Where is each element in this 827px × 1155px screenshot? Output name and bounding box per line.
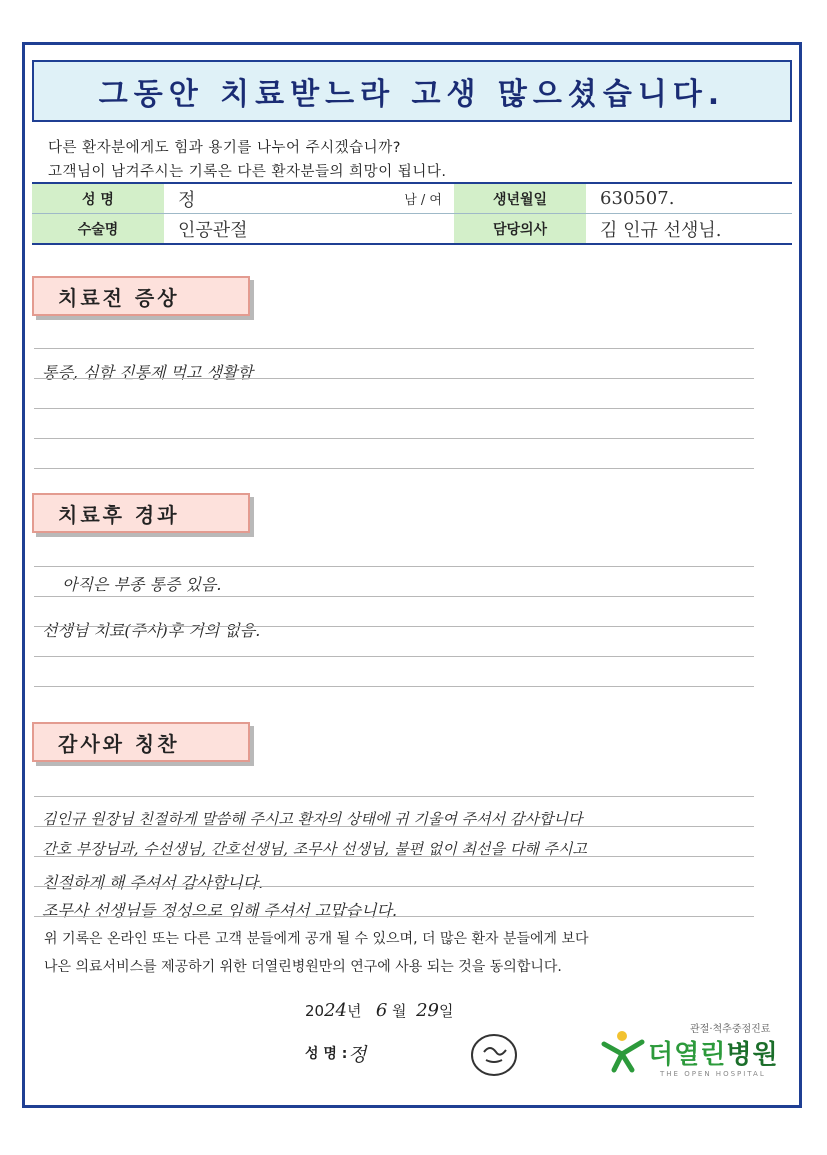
surgery-field[interactable]: 인공관절 — [178, 219, 248, 241]
date-year-unit: 년 — [347, 1002, 362, 1020]
hospital-logo-icon — [600, 1028, 646, 1074]
ruled-line — [34, 348, 754, 349]
ruled-line — [34, 468, 754, 469]
after-text-1[interactable]: 아직은 부종 통증 있음. — [62, 575, 222, 594]
info-row-1 — [32, 184, 792, 213]
birth-label: 생년월일 — [454, 184, 586, 213]
ruled-line — [34, 826, 754, 827]
ruled-line — [34, 438, 754, 439]
patient-info-table — [32, 182, 792, 245]
signature-name[interactable]: 정 — [348, 1044, 367, 1066]
before-text-1[interactable]: 통증, 심함 진통제 먹고 생활함 — [42, 363, 253, 382]
ruled-line — [34, 916, 754, 917]
name-value: 정 — [178, 189, 196, 211]
intro-line-1: 다른 환자분에게도 힘과 용기를 나누어 주시겠습니까? — [48, 140, 401, 156]
logo-subtitle: 관절·척추중점진료 — [690, 1024, 771, 1035]
name-label: 성 명 — [32, 184, 164, 213]
title-banner — [32, 60, 792, 122]
date-day: 29 — [416, 1000, 439, 1021]
ruled-line — [34, 796, 754, 797]
name-field[interactable] — [164, 184, 454, 213]
ruled-line — [34, 856, 754, 857]
signature-label: 성 명 : — [305, 1046, 348, 1062]
signature-seal-icon — [468, 1030, 520, 1080]
date-day-unit: 일 — [439, 1002, 454, 1020]
section-after-label: 치료후 경과 — [32, 493, 250, 533]
logo-name — [648, 1034, 779, 1071]
ruled-line — [34, 656, 754, 657]
thanks-text-1[interactable]: 김인규 원장님 친절하게 말씀해 주시고 환자의 상태에 귀 기울여 주셔서 감사합니다 — [42, 810, 583, 828]
date-prefix: 20 — [305, 1002, 325, 1020]
logo-name-part1: 더열린 — [648, 1040, 727, 1070]
ruled-line — [34, 408, 754, 409]
ruled-line — [34, 626, 754, 627]
date-field[interactable] — [305, 1000, 454, 1021]
thanks-text-4[interactable]: 조무사 선생님들 정성으로 임해 주셔서 고맙습니다. — [42, 901, 398, 920]
date-month-unit: 월 — [392, 1002, 407, 1020]
ruled-line — [34, 378, 754, 379]
page-title: 그동안 치료받느라 고생 많으셨습니다. — [98, 77, 726, 112]
consent-line-1: 위 기록은 온라인 또는 다른 고객 분들에게 공개 될 수 있으며, 더 많은 환자 분들에게 보다 — [44, 931, 589, 947]
gender-field: 남 / 여 — [404, 193, 442, 208]
after-text-2[interactable]: 선생님 치료(주사)후 거의 없음. — [42, 621, 261, 640]
doctor-field[interactable]: 김 인규 선생님. — [600, 219, 722, 241]
ruled-line — [34, 566, 754, 567]
intro-line-2: 고객님이 남겨주시는 기록은 다른 환자분들의 희망이 됩니다. — [48, 164, 447, 180]
ruled-line — [34, 686, 754, 687]
date-year: 24 — [324, 1000, 347, 1021]
doctor-label: 담당의사 — [454, 214, 586, 243]
thanks-text-3[interactable]: 친절하게 해 주셔서 감사합니다. — [42, 873, 264, 892]
ruled-line — [34, 886, 754, 887]
consent-line-2: 나은 의료서비스를 제공하기 위한 더열린병원만의 연구에 사용 되는 것을 동의합니다. — [44, 959, 562, 975]
logo-name-part2: 병원 — [726, 1040, 779, 1070]
surgery-label: 수술명 — [32, 214, 164, 243]
section-before-label: 치료전 증상 — [32, 276, 250, 316]
logo-english: THE OPEN HOSPITAL — [660, 1070, 766, 1078]
birth-field[interactable]: 630507. — [600, 188, 675, 209]
section-thanks-label: 감사와 칭찬 — [32, 722, 250, 762]
info-row-2 — [32, 213, 792, 243]
ruled-line — [34, 596, 754, 597]
date-month: 6 — [375, 1000, 388, 1021]
thanks-text-2[interactable]: 간호 부장님과, 수선생님, 간호선생님, 조무사 선생님, 불편 없이 최선을 다해 주시고 — [42, 840, 587, 858]
